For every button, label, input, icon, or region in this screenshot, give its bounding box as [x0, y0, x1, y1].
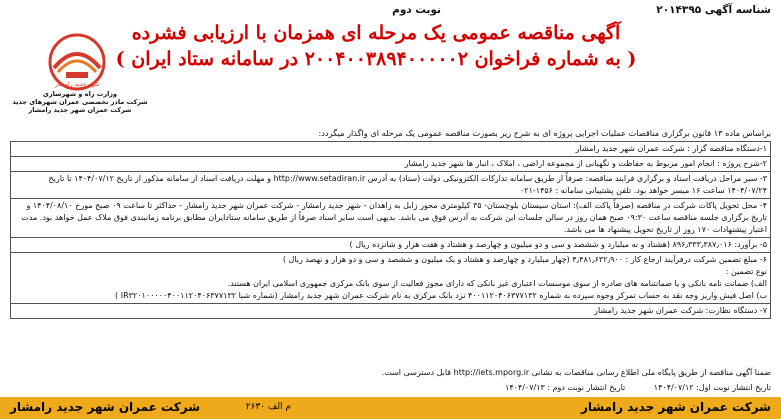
logo-caption: [10, 90, 150, 114]
round-label: نوبت دوم: [392, 4, 441, 16]
bottom-company-name-left: شرکت عمران شهر جدید رامشار: [10, 400, 201, 414]
bottom-company-name: شرکت عمران شهر جدید رامشار: [580, 400, 771, 414]
guarantee-b: ب) اصل فیش واریز وجه نقد به حساب تمرکز وجوه سپرده به شماره ۴۰۰۱۱۲۰۴۰۶۳۷۷۱۳۲ نزد بانک مرکزی به نام شرکت عمران شهر جدید رامشار (شماره شبا IR۳۲۰۱۰۰۰۰۰۴۰۰۱۱۲۰۴۰۶۳۷۷۱۳۲ ): [115, 291, 767, 300]
item-1: ۱-دستگاه مناقصه گزار : شرکت عمران شهر جدید رامشار: [10, 141, 771, 156]
top-line: [10, 4, 771, 20]
ad-number: شناسه آگهی ۲۰۱۴۳۹۵: [656, 4, 771, 16]
guarantee-a: الف) ضمانت نامه بانکی و یا ضمانتنامه های صادره از سوی موسسات اعتباری غیر بانکی که دارای مجوز فعالیت از سوی بانک مرکزی جمهوری اسلامی ایران هستند.: [227, 279, 767, 288]
title-line-1: آگهی مناقصه عمومی یک مرحله ای همزمان با ارزیابی فشرده: [131, 22, 621, 44]
caption-company: شرکت عمران شهر جدید رامشار: [28, 106, 132, 114]
guarantee-heading: نوع تضمین :: [725, 267, 767, 276]
item-2: ۲-شرح پروژه : انجام امور مربوط به حفاظت و نگهبانی از مجموعه اراضی ، املاک ، انبار ها شهر جدید رامشار: [10, 156, 771, 171]
logo-emblem-icon: [18, 32, 136, 92]
item-6-amount: ۶- مبلغ تضمین شرکت درفرآیند ارجاع کار : ۴٫۴۸۱٫۶۳۲٫۹۰۰ (چهار میلیارد و چهارصد و هشتاد و یک میلیون و ششصد و سی و دو هزار و نهصد ریال ): [282, 255, 767, 264]
second-publish-date: تاریخ انتشار نوبت دوم : ۱۴۰۴/۰۷/۱۳: [505, 383, 626, 392]
logo-text: شهر جدید رامشار: [54, 81, 100, 88]
tender-items: [10, 141, 771, 319]
item-7: ۷- دستگاه نظارت: شرکت عمران شهر جدید رامشار: [10, 303, 771, 319]
caption-parent-company: شرکت مادر تخصصی عمران شهرهای جدید: [12, 98, 148, 106]
item-6: [10, 252, 771, 303]
footer-note: ضمنا آگهی مناقصه از طریق پایگاه ملی اطلاع رسانی مناقصات به نشانی http://iets.mporg.ir قابل دسترسی است.: [381, 368, 771, 377]
caption-ministry: وزارت راه و شهرسازی: [42, 90, 118, 98]
publish-dates: [71, 382, 771, 393]
bottom-code: م الف ۲۶۳۰: [245, 402, 291, 412]
item-5: ۵- برآورد: ۸۹۶٫۳۳۳٫۳۸۷٫۰۱۶ (هشتاد و نه میلیارد و ششصد و سی و دو میلیون و چهارصد و هشتاد و هفت هزار و شانزده ریال ): [10, 237, 771, 252]
item-4: ۴- محل تحویل پاکات شرکت در مناقصه (صرفاً پاکت الف): استان سیستان بلوچستان- ۳۵ کیلومتری محور زابل به زاهدان - شهر جدید رامشار - شرکت عمران شهر جدید رامشار - حداکثر تا ساعت ۰۹ صبح مورخ ۱۴۰۴/۰۸/۱۰ و تاریخ برگزاری جلسه مناقصه ساعت ۰۹:۳۰ صبح همان روز در سالن جلسات این شرکت به آدرس فوق می باشد. بدیهی است سایر اسناد صرفاً از طریق سامانه ستادایران مطابق برنامه زمانبندی فوق ملاک عمل خواهد بود. مدت اعتبار پیشنهادات ۱۷۰ روز از تاریخ تحویل پیشنهاد ها می باشد.: [10, 198, 771, 237]
bottom-bar: [0, 397, 781, 419]
first-publish-date: تاریخ انتشار نوبت اول: ۱۴۰۴/۰۷/۱۲: [653, 383, 771, 392]
intro-text: براساس ماده ۱۳ قانون برگزاری مناقصات عملیات اجرایی پروژه ای به شرح زیر بصورت مناقصه عمومی یک مرحله ای واگذار میگردد:: [318, 128, 771, 138]
notice-title: [111, 20, 641, 72]
item-3: ۳- سیر مراحل دریافت اسناد و برگزاری فرایند مناقصه: صرفاً از طریق سامانه تدارکات الکترونیکی دولت (ستاد) به آدرس http://www.setadiran.ir و مهلت دریافت اسناد از سامانه مذکور از تاریخ ۱۴۰۴/۰۷/۱۲ تا تاریخ ۱۴۰۴/۰۷/۲۴ ساعت ۱۶ میسر خواهد بود. تلفن پشتیبانی سامانه : ۱۴۵۶-۰۲۱: [10, 171, 771, 198]
title-line-2: ( به شماره فراخوان ۲۰۰۴۰۰۳۸۹۴۰۰۰۰۰۲ در سامانه ستاد ایران ): [115, 48, 637, 70]
